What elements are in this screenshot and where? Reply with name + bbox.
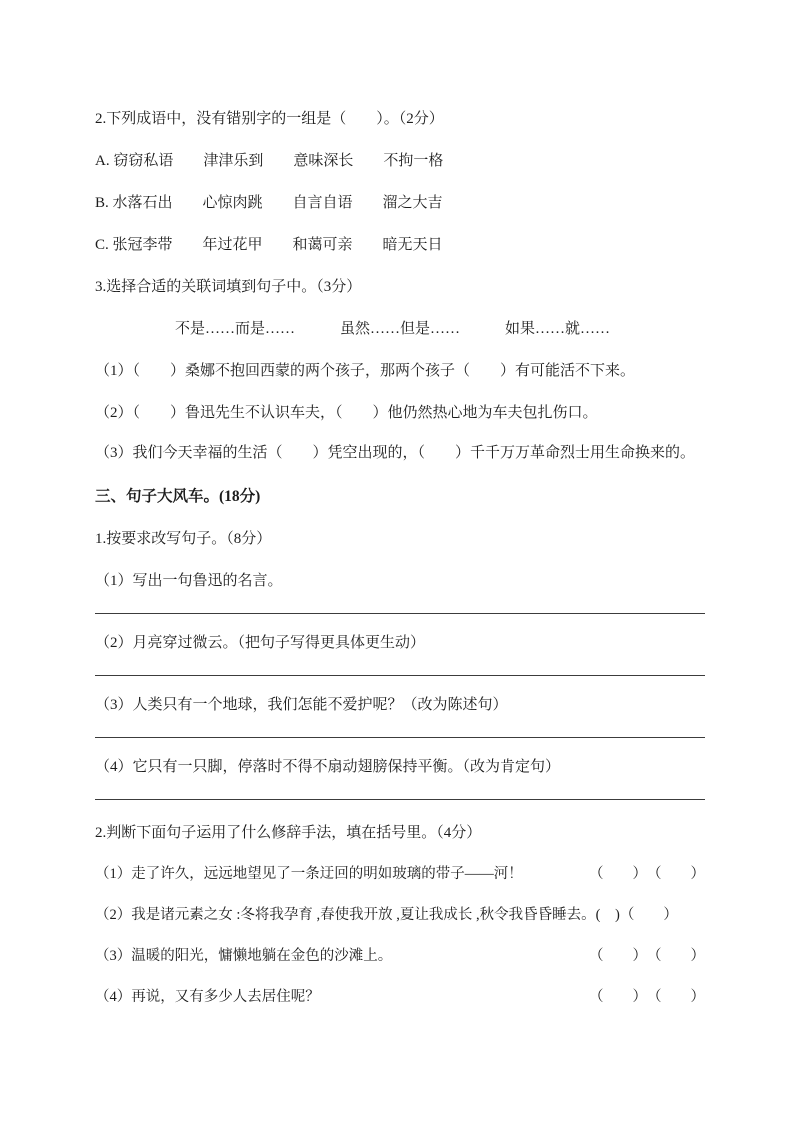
rewrite-item-3: （3）人类只有一个地球，我们怎能不爱护呢？（改为陈述句） — [95, 696, 508, 713]
rhetoric-item-text: （3）温暖的阳光，慵懒地躺在金色的沙滩上。 — [95, 948, 393, 964]
q3-item-3: （3）我们今天幸福的生活（ ）凭空出现的，（ ）千千万万革命烈士用生命换来的。 — [95, 445, 696, 461]
rewrite-item-4: （4）它只有一只脚，停落时不得不扇动翅膀保持平衡。（改为肯定句） — [95, 758, 561, 775]
rhetoric-item-4 — [95, 975, 705, 1016]
answer-line — [95, 737, 705, 738]
rewrite-item-2: （2）月亮穿过微云。（把句子写得更具体更生动） — [95, 634, 426, 651]
answer-blanks: （ ） （ ） — [589, 948, 705, 964]
rhetoric-item-text: （4）再说，又有多少人去居住呢？ — [95, 989, 320, 1005]
q2-option-b: B. 水落石出 心惊肉跳 自言自语 溜之大吉 — [95, 194, 443, 211]
answer-line — [95, 613, 705, 614]
answer-blanks: )（ ） — [600, 907, 678, 923]
rhetoric-item-2 — [95, 893, 705, 934]
answer-line — [95, 675, 705, 676]
answer-blanks: （ ） （ ） — [589, 866, 705, 882]
rewrite-item-1: （1）写出一句鲁迅的名言。 — [95, 572, 283, 589]
section3-heading: 三、句子大风车。(18分) — [95, 488, 261, 505]
answer-line — [95, 799, 705, 800]
q2-option-c: C. 张冠李带 年过花甲 和蔼可亲 暗无天日 — [95, 236, 443, 253]
q2-prompt: 2.下列成语中，没有错别字的一组是（ ）。（2分） — [95, 110, 444, 127]
section3-q1-prompt: 1.按要求改写句子。（8分） — [95, 530, 272, 547]
q3-prompt: 3.选择合适的关联词填到句子中。（3分） — [95, 278, 362, 295]
rhetoric-item-1 — [95, 852, 705, 893]
q3-item-2: （2）（ ）鲁迅先生不认识车夫，（ ）他仍然热心地为车夫包扎伤口。 — [95, 404, 598, 421]
q3-word-bank: 不是……而是…… 虽然……但是…… 如果……就…… — [175, 320, 611, 337]
rhetoric-item-text: （1）走了许久，远远地望见了一条迂回的明如玻璃的带子——河！ — [95, 866, 523, 882]
q2-option-a: A. 窃窃私语 津津乐到 意味深长 不拘一格 — [95, 152, 444, 169]
rhetoric-item-text: （2）我是诸元素之女 :冬将我孕育 ,春使我开放 ,夏让我成长 ,秋令我昏昏睡去。( — [95, 907, 601, 923]
rhetoric-item-3 — [95, 934, 705, 975]
answer-blanks: （ ） （ ） — [589, 989, 705, 1005]
section3-q2-prompt: 2.判断下面句子运用了什么修辞手法，填在括号里。（4分） — [95, 824, 482, 841]
q3-item-1: （1）（ ）桑娜不抱回西蒙的两个孩子，那两个孩子（ ）有可能活不下来。 — [95, 362, 636, 379]
